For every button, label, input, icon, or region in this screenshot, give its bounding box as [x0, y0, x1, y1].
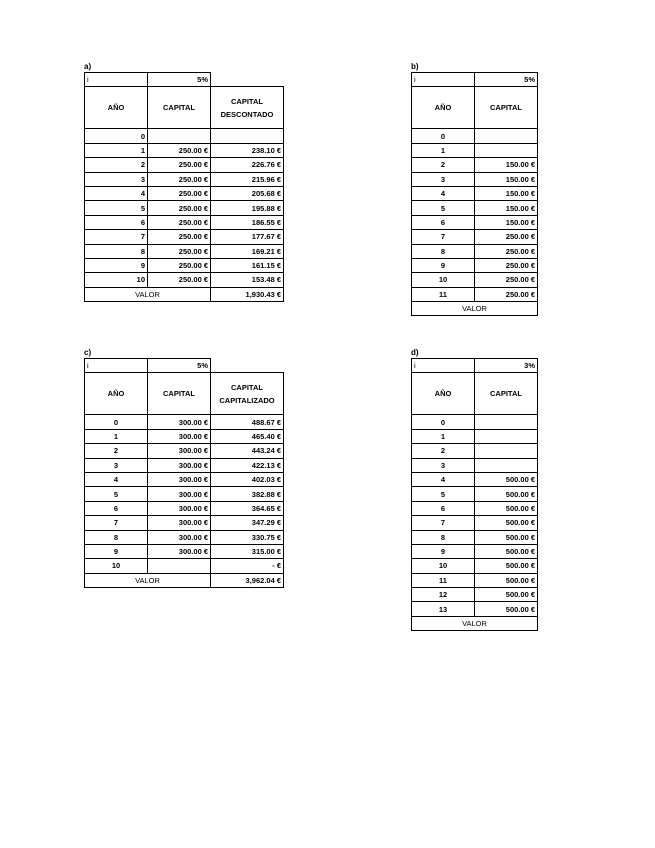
table-row [412, 588, 538, 602]
header-capital: CAPITAL [148, 87, 211, 129]
table-b-rate-row [412, 73, 538, 87]
table-b-body [412, 129, 538, 302]
table-b-header-row [412, 87, 538, 129]
capital-cell: 500.00 € [475, 544, 538, 558]
section-d [411, 348, 538, 631]
table-row [85, 172, 284, 186]
year-cell: 2 [85, 444, 148, 458]
valor-label: VALOR [85, 573, 211, 587]
table-row [85, 129, 284, 143]
interest-rate: 5% [148, 359, 211, 373]
table-d-valor-row [412, 616, 538, 630]
section-c-label: c) [84, 348, 92, 357]
capitalized-cell: 382.88 € [211, 487, 284, 501]
section-b-label: b) [411, 62, 419, 71]
capital-cell: 250.00 € [148, 143, 211, 157]
year-cell: 6 [85, 501, 148, 515]
table-row [412, 186, 538, 200]
capital-cell: 150.00 € [475, 201, 538, 215]
capital-cell: 500.00 € [475, 559, 538, 573]
table-row [85, 273, 284, 287]
capital-cell: 500.00 € [475, 602, 538, 616]
capital-cell: 250.00 € [148, 273, 211, 287]
capitalized-cell: 347.29 € [211, 516, 284, 530]
discounted-cell: 153.48 € [211, 273, 284, 287]
capital-cell: 300.00 € [148, 429, 211, 443]
table-row [412, 444, 538, 458]
table-row [412, 544, 538, 558]
year-cell: 3 [85, 458, 148, 472]
valor-label: VALOR [85, 287, 211, 301]
capital-cell: 300.00 € [148, 444, 211, 458]
interest-label: i [85, 73, 148, 87]
year-cell: 6 [85, 215, 148, 229]
discounted-cell: 169.21 € [211, 244, 284, 258]
year-cell: 9 [85, 258, 148, 272]
header-year: AÑO [85, 373, 148, 415]
capital-cell: 250.00 € [148, 158, 211, 172]
year-cell: 0 [85, 129, 148, 143]
table-row [85, 501, 284, 515]
interest-label: i [412, 73, 475, 87]
capital-cell: 300.00 € [148, 516, 211, 530]
capital-cell: 500.00 € [475, 472, 538, 486]
table-row [85, 186, 284, 200]
section-a-label: a) [84, 62, 92, 71]
year-cell: 7 [85, 230, 148, 244]
header-capital: CAPITAL [475, 373, 538, 415]
year-cell: 6 [412, 215, 475, 229]
table-row [412, 258, 538, 272]
year-cell: 4 [412, 472, 475, 486]
interest-label: i [412, 359, 475, 373]
capital-cell: 250.00 € [148, 172, 211, 186]
capital-cell: 250.00 € [148, 244, 211, 258]
year-cell: 10 [85, 559, 148, 573]
capital-cell: 250.00 € [148, 201, 211, 215]
table-row [412, 472, 538, 486]
capitalized-cell: 330.75 € [211, 530, 284, 544]
discounted-cell: 226.76 € [211, 158, 284, 172]
capital-cell: 250.00 € [475, 230, 538, 244]
table-a-valor-row [85, 287, 284, 301]
capital-cell: 150.00 € [475, 215, 538, 229]
table-row [412, 287, 538, 301]
year-cell: 0 [412, 415, 475, 429]
year-cell: 3 [412, 458, 475, 472]
interest-label: i [85, 359, 148, 373]
capital-cell: 250.00 € [475, 287, 538, 301]
capital-cell: 500.00 € [475, 501, 538, 515]
capital-cell: 250.00 € [475, 258, 538, 272]
capital-cell [475, 429, 538, 443]
table-row [412, 172, 538, 186]
table-row [412, 429, 538, 443]
year-cell: 4 [85, 472, 148, 486]
discounted-cell: 186.55 € [211, 215, 284, 229]
section-b [411, 62, 538, 316]
year-cell: 6 [412, 501, 475, 515]
table-a-body [85, 129, 284, 287]
table-row [412, 230, 538, 244]
table-row [412, 215, 538, 229]
table-row [85, 559, 284, 573]
capital-cell [475, 129, 538, 143]
table-row [85, 516, 284, 530]
table-row [412, 487, 538, 501]
table-b-valor-row [412, 302, 538, 316]
year-cell: 1 [412, 143, 475, 157]
header-year: AÑO [412, 87, 475, 129]
capitalized-cell: - € [211, 559, 284, 573]
year-cell: 0 [85, 415, 148, 429]
table-row [85, 530, 284, 544]
discounted-cell: 238.10 € [211, 143, 284, 157]
interest-rate: 3% [475, 359, 538, 373]
capital-cell: 300.00 € [148, 458, 211, 472]
table-row [412, 516, 538, 530]
header-capital: CAPITAL [475, 87, 538, 129]
table-c-body [85, 415, 284, 573]
table-row [85, 444, 284, 458]
capitalized-cell: 422.13 € [211, 458, 284, 472]
year-cell: 9 [412, 544, 475, 558]
year-cell: 1 [85, 429, 148, 443]
table-d-header-row [412, 373, 538, 415]
year-cell: 8 [412, 244, 475, 258]
year-cell: 8 [85, 244, 148, 258]
header-year: AÑO [412, 373, 475, 415]
capital-cell: 300.00 € [148, 415, 211, 429]
year-cell: 1 [412, 429, 475, 443]
year-cell: 5 [85, 487, 148, 501]
table-c-valor-row [85, 573, 284, 587]
table-row [85, 429, 284, 443]
capital-cell: 500.00 € [475, 487, 538, 501]
year-cell: 12 [412, 588, 475, 602]
table-row [412, 244, 538, 258]
table-row [85, 143, 284, 157]
year-cell: 9 [85, 544, 148, 558]
table-d [411, 358, 538, 631]
capital-cell [475, 458, 538, 472]
discounted-cell: 161.15 € [211, 258, 284, 272]
year-cell: 7 [85, 516, 148, 530]
table-row [412, 158, 538, 172]
year-cell: 10 [412, 273, 475, 287]
capital-cell: 250.00 € [148, 215, 211, 229]
year-cell: 11 [412, 287, 475, 301]
capital-cell: 300.00 € [148, 501, 211, 515]
year-cell: 2 [85, 158, 148, 172]
table-row [412, 273, 538, 287]
year-cell: 8 [412, 530, 475, 544]
interest-rate: 5% [475, 73, 538, 87]
table-row [85, 201, 284, 215]
year-cell: 4 [85, 186, 148, 200]
year-cell: 10 [85, 273, 148, 287]
section-a [84, 62, 284, 302]
table-row [85, 472, 284, 486]
capital-cell: 500.00 € [475, 530, 538, 544]
year-cell: 10 [412, 559, 475, 573]
valor-total: 3,962.04 € [211, 573, 284, 587]
table-b [411, 72, 538, 316]
table-row [85, 458, 284, 472]
year-cell: 5 [412, 201, 475, 215]
year-cell: 11 [412, 573, 475, 587]
table-row [412, 559, 538, 573]
table-row [85, 158, 284, 172]
discounted-cell [211, 129, 284, 143]
capital-cell: 250.00 € [148, 230, 211, 244]
discounted-cell: 205.68 € [211, 186, 284, 200]
capitalized-cell: 488.67 € [211, 415, 284, 429]
discounted-cell: 195.88 € [211, 201, 284, 215]
year-cell: 0 [412, 129, 475, 143]
year-cell: 5 [412, 487, 475, 501]
capitalized-cell: 364.65 € [211, 501, 284, 515]
section-c [84, 348, 284, 588]
header-discounted-capital: CAPITAL DESCONTADO [211, 87, 284, 129]
header-year: AÑO [85, 87, 148, 129]
year-cell: 8 [85, 530, 148, 544]
table-row [412, 530, 538, 544]
capital-cell: 150.00 € [475, 186, 538, 200]
table-row [412, 458, 538, 472]
year-cell: 4 [412, 186, 475, 200]
capital-cell: 300.00 € [148, 472, 211, 486]
year-cell: 7 [412, 230, 475, 244]
capitalized-cell: 465.40 € [211, 429, 284, 443]
table-d-body [412, 415, 538, 616]
table-row [85, 415, 284, 429]
capital-cell: 150.00 € [475, 158, 538, 172]
section-d-label: d) [411, 348, 419, 357]
table-a-rate-row [85, 73, 284, 87]
capital-cell: 500.00 € [475, 516, 538, 530]
capital-cell: 250.00 € [475, 273, 538, 287]
discounted-cell: 177.67 € [211, 230, 284, 244]
capital-cell: 500.00 € [475, 573, 538, 587]
table-c-header-row [85, 373, 284, 415]
year-cell: 1 [85, 143, 148, 157]
table-row [412, 501, 538, 515]
capital-cell [475, 415, 538, 429]
year-cell: 5 [85, 201, 148, 215]
table-row [85, 487, 284, 501]
capital-cell: 500.00 € [475, 588, 538, 602]
capital-cell: 300.00 € [148, 544, 211, 558]
capital-cell: 250.00 € [148, 186, 211, 200]
table-d-rate-row [412, 359, 538, 373]
capitalized-cell: 402.03 € [211, 472, 284, 486]
year-cell: 13 [412, 602, 475, 616]
capital-cell: 300.00 € [148, 530, 211, 544]
table-row [85, 544, 284, 558]
capital-cell [475, 143, 538, 157]
interest-rate: 5% [148, 73, 211, 87]
valor-label: VALOR [412, 302, 538, 316]
discounted-cell: 215.96 € [211, 172, 284, 186]
table-row [412, 129, 538, 143]
table-row [412, 201, 538, 215]
year-cell: 9 [412, 258, 475, 272]
capital-cell [148, 129, 211, 143]
year-cell: 2 [412, 444, 475, 458]
capital-cell: 250.00 € [148, 258, 211, 272]
table-row [412, 143, 538, 157]
capital-cell: 150.00 € [475, 172, 538, 186]
capitalized-cell: 315.00 € [211, 544, 284, 558]
year-cell: 7 [412, 516, 475, 530]
valor-label: VALOR [412, 616, 538, 630]
year-cell: 2 [412, 158, 475, 172]
capital-cell: 250.00 € [475, 244, 538, 258]
table-c [84, 358, 284, 588]
table-a [84, 72, 284, 302]
table-row [412, 602, 538, 616]
table-c-rate-row [85, 359, 284, 373]
table-row [85, 215, 284, 229]
capital-cell: 300.00 € [148, 487, 211, 501]
capital-cell [475, 444, 538, 458]
year-cell: 3 [85, 172, 148, 186]
table-row [412, 573, 538, 587]
table-row [85, 244, 284, 258]
table-row [85, 258, 284, 272]
table-row [85, 230, 284, 244]
capital-cell [148, 559, 211, 573]
valor-total: 1,930.43 € [211, 287, 284, 301]
header-capitalized-capital: CAPITAL CAPITALIZADO [211, 373, 284, 415]
table-row [412, 415, 538, 429]
header-capital: CAPITAL [148, 373, 211, 415]
table-a-header-row [85, 87, 284, 129]
year-cell: 3 [412, 172, 475, 186]
capitalized-cell: 443.24 € [211, 444, 284, 458]
